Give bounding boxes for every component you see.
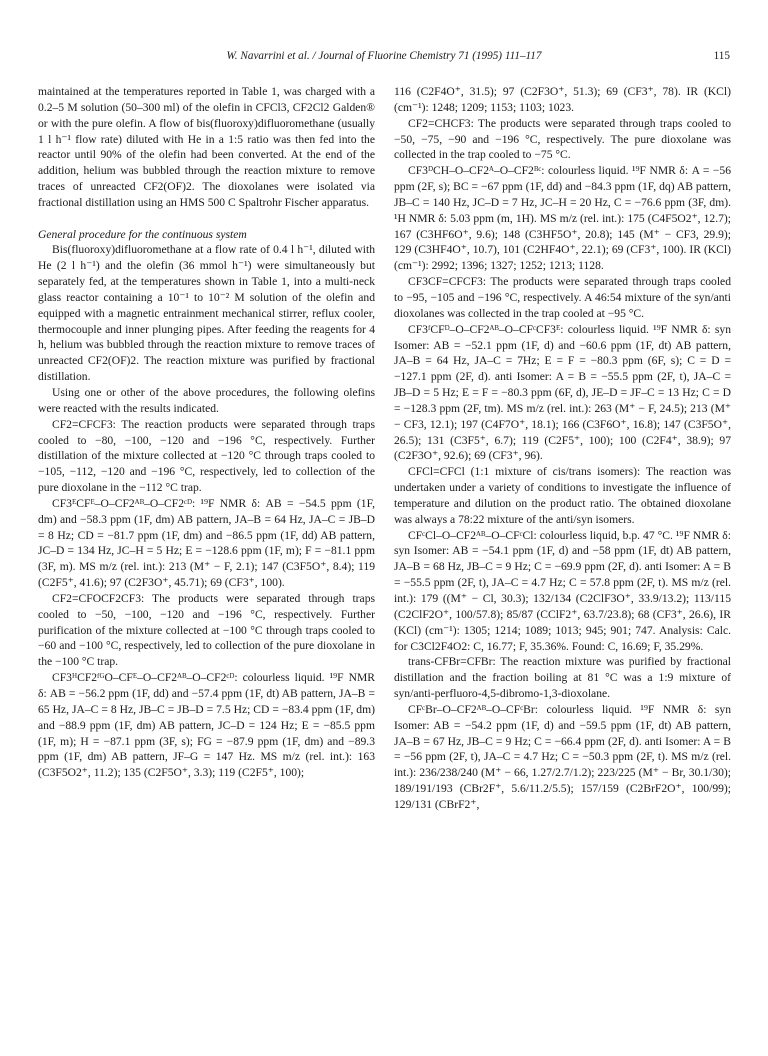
procedure-paragraph: maintained at the temperatures reported in Table 1, was charged with a 0.2–5 M solution (50–300 ml) of the olefin in CFCl3, CF2Cl2 Galden® or with the pure olefin. A flow of bis(fluoroxy)difluoromethane (usually 1 l h⁻¹ flow rate) diluted with He in a 1:5 ratio was then fed into the reactor until 90% of the olefin had been converted. At the end of the addition, helium was bubbled through the reaction mixture to remove traces of unreacted CF2(OF)2. The dioxolanes were isolated via fractional distillation using an HMS 500 C Spaltrohr Fischer apparatus. bbox=[38, 85, 375, 209]
nmr-data-paragraph: CF3ᴴCF2ᶠᴳO–CFᴱ–O–CF2ᴬᴮ–O–CF2ᶜᴰ: colourless liquid. ¹⁹F NMR δ: AB = −56.2 ppm (1F, dd) and −57.4 ppm (1F, dt) AB pattern, JA–B = 65 Hz, JA–C = 8 Hz, JB–C = JB–D = 7.5 Hz; CD = −83.4 ppm (1F, dm) and −88.9 ppm (1F, dm) AB pattern, JC–D = 124 Hz; E = −85.5 ppm (1F, m); H = −87.1 ppm (3F, s); FG = −87.9 ppm (1F, dm) and −89.3 ppm (1F, dm) AB pattern, JF–G = 147 Hz. MS m/z (rel. int.): 163 (C3F5O2⁺, 11.2); 135 (C2F5O⁺, 3.3); 119 (C2F5⁺, 100); bbox=[38, 671, 375, 780]
olefin-paragraph: CFCl=CFCl (1:1 mixture of cis/trans isomers): The reaction was undertaken under a variety of conditions to investigate the influence of temperature and dilution on the product ratio. The obtained dioxolane was always a 78:22 mixture of the anti/syn isomers. bbox=[394, 465, 731, 526]
nmr-data-paragraph: CF3ᶠCFᴰ–O–CF2ᴬᴮ–O–CFᶜCF3ᴱ: colourless liquid. ¹⁹F NMR δ: syn Isomer: AB = −52.1 ppm (1F, d) and −60.6 ppm (1F, dt) AB pattern, JA–B = 64 Hz, JA–C = 7Hz; E = F = −80.3 ppm (6F, s); C = D = −127.1 ppm (2F, d). anti Isomer: A = B = −55.5 ppm (2F, t), JA–C = JB–D = 5 Hz; E = F = −80.3 ppm (6F, d), JE–D = JF–C = 13 Hz; C = D = −128.3 ppm (2F, tm). MS m/z (rel. int.): 263 (M⁺ − F, 24.5); 213 (M⁺ − CF3, 12.1); 197 (C4F7O⁺, 18.1); 166 (C3F6O⁺, 16.8); 147 (C3F5O⁺, 26.5); 131 (C3F5⁺, 6.7); 119 (C2F5⁺, 100); 100 (C2F4⁺, 38.9); 97 (C2F3O⁺, 92.6); 69 (CF3⁺, 96). bbox=[394, 322, 731, 463]
body-paragraph: Using one or other of the above procedures, the following olefins were reacted with the results indicated. bbox=[38, 385, 375, 415]
olefin-paragraph: trans-CFBr=CFBr: The reaction mixture was purified by fractional distillation and the fraction boiling at 81 °C was a 1:9 mixture of syn/anti-perfluoro-4,5-dibromo-1,3-dioxolane. bbox=[394, 655, 731, 701]
nmr-data-paragraph: CFᶜBr–O–CF2ᴬᴮ–O–CFᶜBr: colourless liquid. ¹⁹F NMR δ: syn Isomer: AB = −54.2 ppm (1F, d) and −59.5 ppm (1F, dt) AB pattern, JA–B = 67 Hz, JB–C = 9 Hz; C = −66.4 ppm (2F, d). anti Isomer: A = B = −56 ppm (2F, t), JA–C = 4.7 Hz; C = −50.3 ppm (2F, t). MS m/z (rel. int.): 236/238/240 (M⁺ − 66, 1.27/2.7/1.2); 223/225 (M⁺ − Br, 30.1/30); 189/191/193 (CBr2F⁺, 5.6/11.2/5.5); 157/159 (C2BrF2O⁺, 100/99); 129/131 (CBrF2⁺, bbox=[394, 702, 731, 811]
section-heading: General procedure for the continuous system bbox=[38, 227, 247, 241]
olefin-paragraph: CF2=CFOCF2CF3: The products were separated through traps cooled to −50, −100, −120 and −196 °C, respectively. Further purification of the mixture collected at −100 °C through traps cooled to −60 and −100 °C, respectively, led to collection of the pure dioxolane in the −100 °C trap. bbox=[38, 591, 375, 669]
nmr-data-paragraph: CFᶜCl–O–CF2ᴬᴮ–O–CFᶜCl: colourless liquid, b.p. 47 °C. ¹⁹F NMR δ: syn Isomer: AB = −54.1 ppm (1F, d) and −58 ppm (1F, dt) AB pattern, JA–B = 68 Hz, JB–C = 9 Hz; C = −69.9 ppm (2F, d). anti Isomer: A = B = −55.5 ppm (2F, t), JA–C = 4.7 Hz; C = 57.8 ppm (2F, t). MS m/z (rel. int.): 179 ((M⁺ − Cl, 30.3); 132/134 (C2ClF3O⁺, 33.9/13.2); 113/115 (C2ClF2O⁺, 100/57.8); 85/87 (CClF2⁺, 63.7/23.8); 68 (CF3⁺, 26.6), IR (KCl) (cm⁻¹): 1305; 1214; 1089; 1013; 945; 901; 747. Analysis: Calc. for C3Cl2F4O2: C, 16.77; F, 35.36%. Found: C, 16.69; F, 35.29%. bbox=[394, 528, 731, 653]
olefin-paragraph: CF3CF=CFCF3: The products were separated through traps cooled to −95, −105 and −196 °C, respectively. A 46:54 mixture of the syn/anti dioxolanes was collected in the trap cooled at −95 °C. bbox=[394, 275, 731, 320]
left-column bbox=[38, 84, 375, 781]
journal-citation: W. Navarrini et al. / Journal of Fluorine Chemistry 71 (1995) 111–117 bbox=[226, 50, 542, 62]
nmr-data-paragraph: CF3ᴱCFᴱ–O–CF2ᴬᴮ–O–CF2ᶜᴰ: ¹⁹F NMR δ: AB = −54.5 ppm (1F, dm) and −58.3 ppm (1F, dm) AB pattern, JA–B = 64 Hz, JA–C = JB–D = 8 Hz; CD = −81.7 ppm (1F, dm) and −86.5 ppm (1F, dd) AB pattern, JC–D = 134 Hz, JC–H = 5 Hz; E = −128.6 ppm (1F, m); F = −81.1 ppm (3F, m). MS m/z (rel. int.): 213 (M⁺ − F, 2.1); 147 (C3F5O⁺, 8.4); 119 (C2F5⁺, 41.6); 97 (C2F3O⁺, 45.71); 69 (CF3⁺, 100). bbox=[38, 496, 375, 590]
page-number: 115 bbox=[713, 50, 730, 62]
procedure-paragraph: Bis(fluoroxy)difluoromethane at a flow rate of 0.4 l h⁻¹, diluted with He (2 l h⁻¹) and the olefin (36 mmol h⁻¹) were simultaneously but separately fed, at the temperatures shown in Table 1, into a multi-neck glass reactor containing a 10⁻¹ to 10⁻² M solution of the olefin and equipped with a magnetic entrainment mechanical stirrer, reflux cooler, thermocouple and inner plunging pipes. After feeding the reagents for 4 h, helium was bubbled through the reaction mixture to remove traces of unreacted CF2(OF)2. The reaction mixture was purified by fractional distillation. bbox=[38, 243, 375, 384]
olefin-paragraph: CF2=CFCF3: The reaction products were separated through traps cooled to −80, −100, −120 and −196 °C, respectively. Further distillation of the mixture collected at −120 °C through traps cooled to −105, −112, −120 and −196 °C, respectively, led to collection of the pure dioxolane in the −112 °C trap. bbox=[38, 417, 375, 495]
right-column bbox=[394, 84, 731, 813]
nmr-data-paragraph: CF3ᴰCH–O–CF2ᴬ–O–CF2ᴮᶜ: colourless liquid. ¹⁹F NMR δ: A = −56 ppm (2F, s); BC = −67 ppm (1F, dd) and −84.3 ppm (1F, dq) AB pattern, JB–C = 140 Hz, JC–D = 7 Hz, JC–H = 20 Hz, C = −76.6 ppm (3F, dm). ¹H NMR δ: 5.03 ppm (m, 1H). MS m/z (rel. int.): 175 (C4F5O2⁺, 12.7); 167 (C3HF6O⁺, 9.6); 148 (C3HF5O⁺, 20.8); 145 (M⁺ − CF3, 29.9); 129 (C3HF4O⁺, 10.7), 101 (C2HF4O⁺, 22.1); 69 (CF3⁺, 100). IR (KCl) (cm⁻¹): 2992; 1396; 1327; 1252; 1213; 1128. bbox=[394, 164, 731, 273]
running-header bbox=[38, 50, 730, 66]
olefin-paragraph: CF2=CHCF3: The products were separated through traps cooled to −50, −75, −90 and −196 °C, respectively. The pure dioxolane was collected in the trap cooled to −75 °C. bbox=[394, 116, 731, 162]
nmr-data-paragraph: 116 (C2F4O⁺, 31.5); 97 (C2F3O⁺, 51.3); 69 (CF3⁺, 78). IR (KCl) (cm⁻¹): 1248; 1209; 1153; 1103; 1023. bbox=[394, 85, 731, 114]
